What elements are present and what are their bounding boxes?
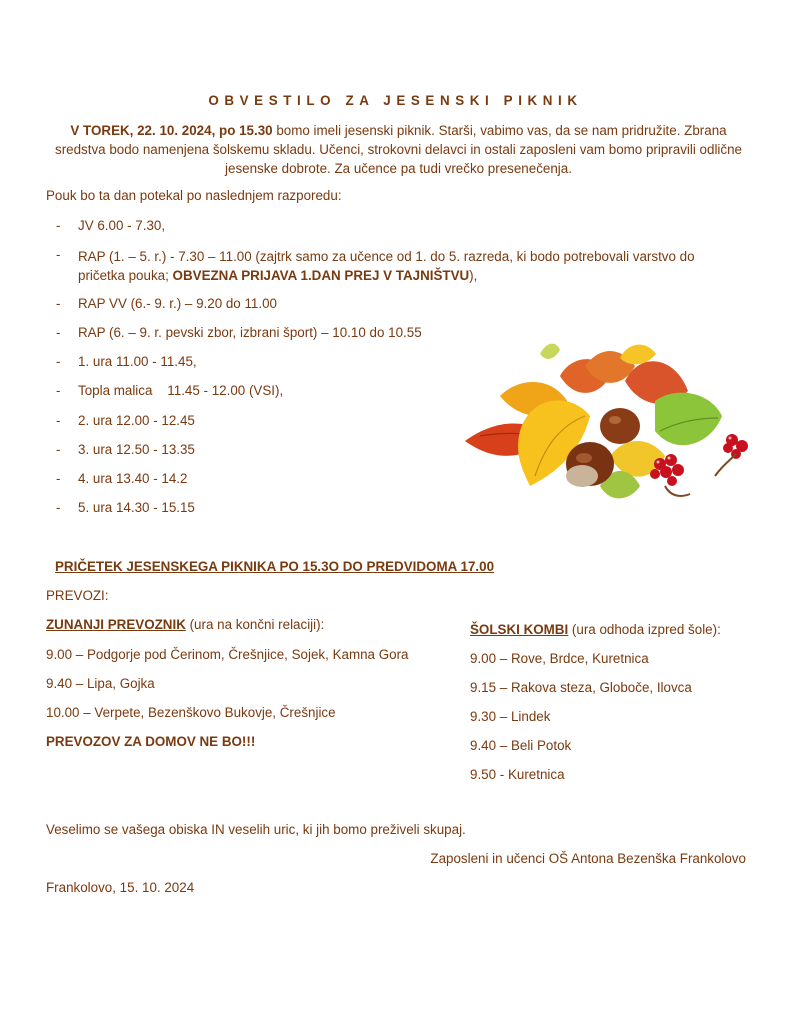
intro-date-time: V TOREK, 22. 10. 2024, po 15.30	[70, 123, 273, 138]
school-van-title: ŠOLSKI KOMBI	[470, 622, 569, 637]
intro-text: bomo imeli jesenski piknik. Starši, vabimo vas, da se nam pridružite. Zbrana sredstva bodo namenjena šolskemu skladu. Učenci, strokovni delavci in ostali zaposleni vam bomo pripravili odlične jesenske dobrote. Za učence pa tudi vrečko presenečenja.	[55, 123, 742, 176]
schedule-jv: JV 6.00 - 7.30,	[78, 218, 166, 233]
schedule-lunch: Topla malica 11.45 - 12.00 (VSI),	[78, 383, 284, 398]
schedule-period-5: 5. ura 14.30 - 15.15	[78, 500, 195, 515]
schedule-intro: Pouk bo ta dan potekal po naslednjem razporedu:	[46, 188, 342, 203]
signature: Zaposleni in učenci OŠ Antona Bezenška Frankolovo	[430, 851, 746, 866]
schedule-rap-text: RAP (1. – 5. r.) - 7.30 – 11.00 (zajtrk samo za učence od 1. do 5. razreda, ki bodo potrebovali varstvo do pričetka pouka;	[78, 249, 695, 283]
schedule-rap-6-9: RAP (6. – 9. r. pevski zbor, izbrani šport) – 10.10 do 10.55	[78, 325, 422, 340]
bullet-dash: -	[56, 442, 61, 457]
bullet-dash: -	[56, 354, 61, 369]
external-transport-title: ZUNANJI PREVOZNIK	[46, 617, 186, 632]
list-item: 9.40 – Lipa, Gojka	[46, 676, 155, 691]
external-transport-heading	[46, 617, 324, 632]
schedule-period-1: 1. ura 11.00 - 11.45,	[78, 354, 197, 369]
school-van-note: (ura odhoda izpred šole):	[568, 622, 721, 637]
schedule-rap	[78, 247, 743, 285]
external-transport-note: (ura na končni relaciji):	[185, 617, 325, 632]
school-van-heading	[470, 622, 721, 637]
bullet-dash: -	[56, 471, 61, 486]
schedule-rap-end: ),	[469, 268, 478, 283]
picnic-heading-text: PRIČETEK JESENSKEGA PIKNIKA PO 15.3O DO PREDVIDOMA 17.00	[55, 559, 495, 574]
bullet-dash: -	[56, 296, 61, 311]
autumn-leaves-illustration	[460, 336, 760, 516]
bullet-dash: -	[56, 218, 61, 233]
list-item: 9.50 - Kuretnica	[470, 767, 565, 782]
bullet-dash: -	[56, 500, 61, 515]
list-item: 9.30 – Lindek	[470, 709, 551, 724]
list-item: 9.40 – Beli Potok	[470, 738, 572, 753]
list-item: 10.00 – Verpete, Bezenškovo Bukovje, Črešnjice	[46, 705, 336, 720]
list-item: 9.00 – Podgorje pod Čerinom, Črešnjice, Sojek, Kamna Gora	[46, 647, 409, 662]
schedule-period-3: 3. ura 12.50 - 13.35	[78, 442, 195, 457]
schedule-rap-vv: RAP VV (6.- 9. r.) – 9.20 do 11.00	[78, 296, 277, 311]
picnic-heading	[55, 559, 494, 574]
transport-label: PREVOZI:	[46, 588, 109, 603]
closing-line: Veselimo se vašega obiska IN veselih uric, ki jih bomo preživeli skupaj.	[46, 822, 466, 837]
schedule-period-2: 2. ura 12.00 - 12.45	[78, 413, 195, 428]
list-item: 9.15 – Rakova steza, Globoče, Ilovca	[470, 680, 692, 695]
place-and-date: Frankolovo, 15. 10. 2024	[46, 880, 195, 895]
bullet-dash: -	[56, 325, 61, 340]
list-item: 9.00 – Rove, Brdce, Kuretnica	[470, 651, 649, 666]
schedule-period-4: 4. ura 13.40 - 14.2	[78, 471, 188, 486]
bullet-dash: -	[56, 383, 61, 398]
bullet-dash: -	[56, 413, 61, 428]
bullet-dash: -	[56, 247, 61, 262]
intro-paragraph	[46, 121, 751, 178]
notice-title: OBVESTILO ZA JESENSKI PIKNIK	[208, 93, 583, 108]
no-return-transport-warning: PREVOZOV ZA DOMOV NE BO!!!	[46, 734, 256, 749]
schedule-rap-registration: OBVEZNA PRIJAVA 1.DAN PREJ V TAJNIŠTVU	[172, 268, 470, 283]
